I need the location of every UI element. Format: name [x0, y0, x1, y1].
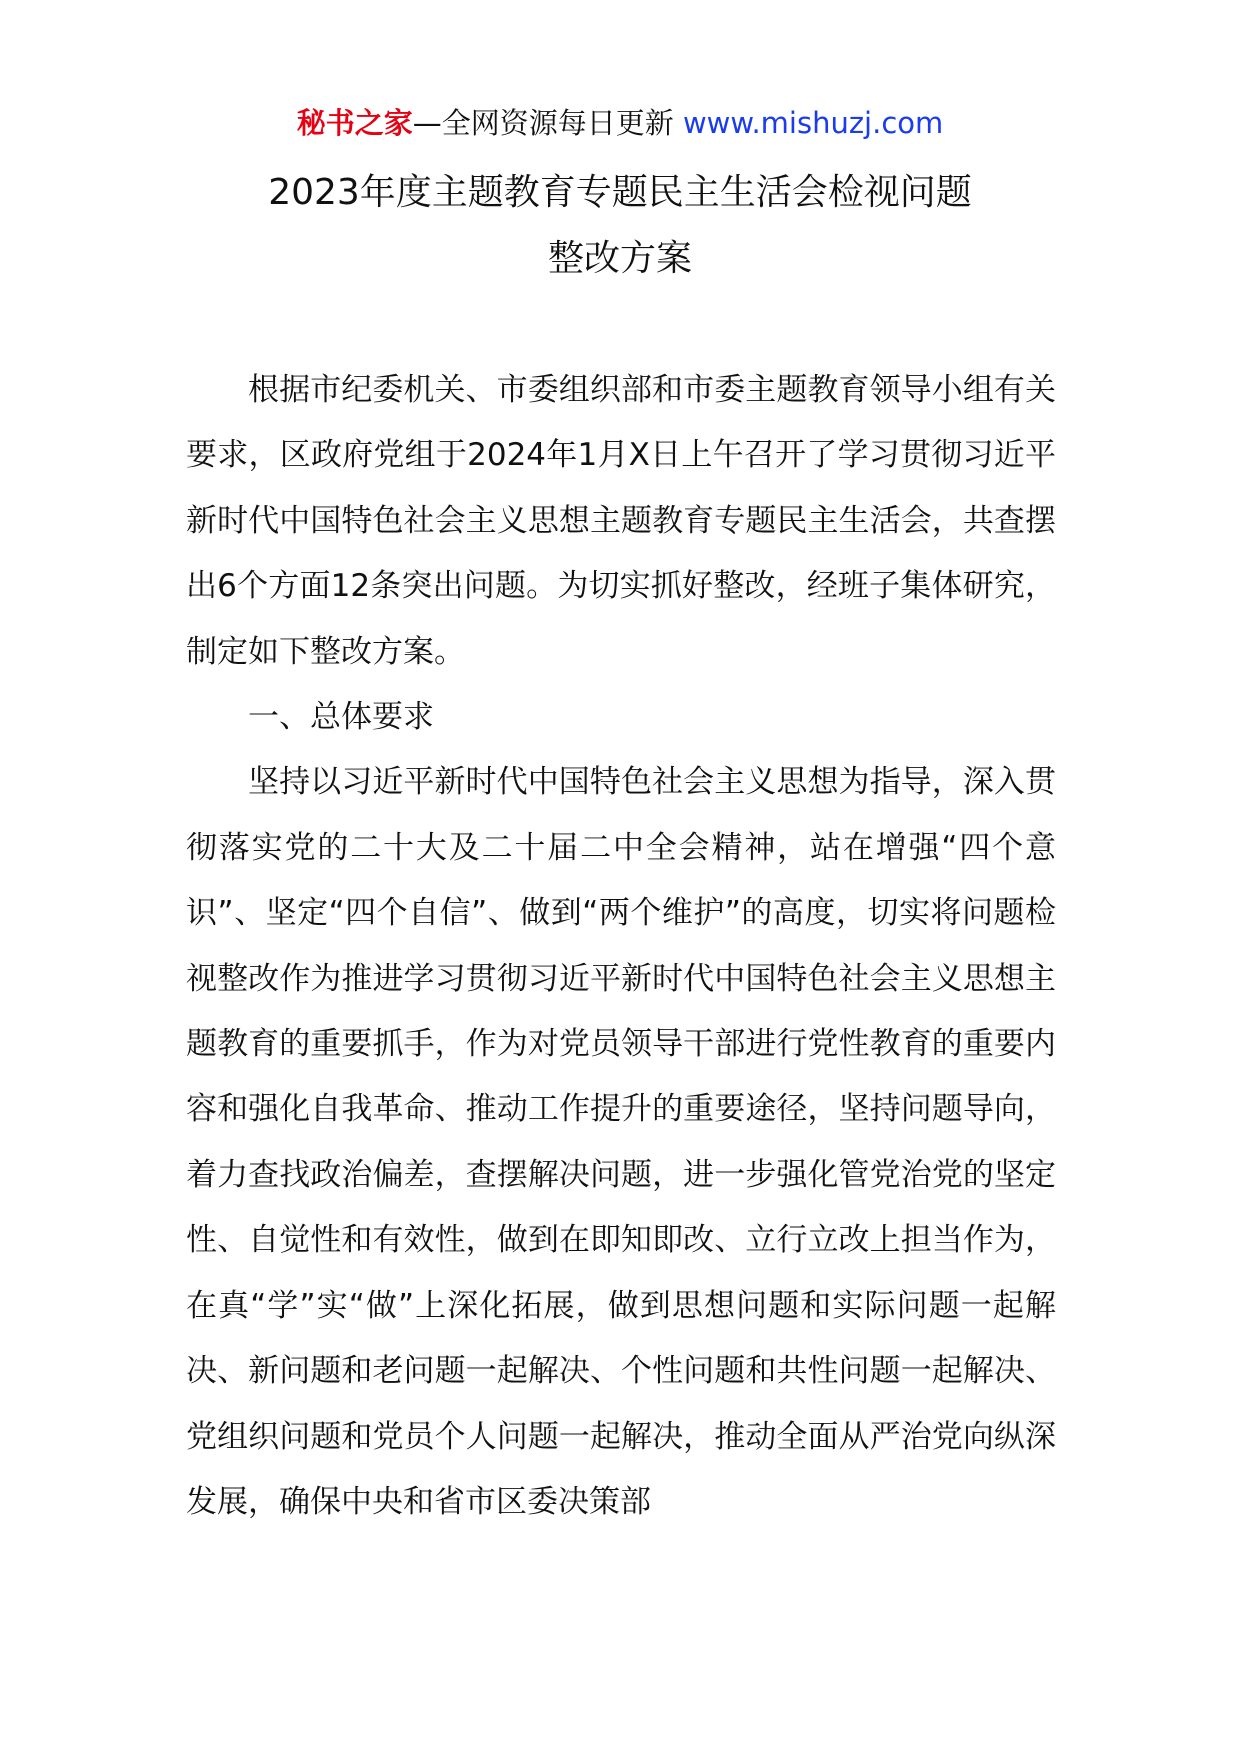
document-title	[0, 160, 1240, 292]
website-link[interactable]: www.mishuzj.com	[682, 106, 944, 140]
title-line-2: 整改方案	[547, 238, 692, 279]
header-banner	[0, 100, 1240, 146]
intro-paragraph: 根据市纪委机关、市委组织部和市委主题教育领导小组有关要求，区政府党组于2024年1月X日上午召开了学习贯彻习近平新时代中国特色社会主义思想主题教育专题民主生活会，共查摆出6个方面12条突出问题。为切实抓好整改，经班子集体研究，制定如下整改方案。	[186, 372, 1056, 670]
header-tagline: —全网资源每日更新	[412, 106, 683, 140]
section-heading: 一、总体要求	[248, 699, 434, 736]
title-line-1: 2023年度主题教育专题民主生活会检视问题	[268, 172, 972, 213]
document-body	[186, 358, 1056, 1535]
brand-name: 秘书之家	[296, 106, 413, 140]
body-paragraph: 坚持以习近平新时代中国特色社会主义思想为指导，深入贯彻落实党的二十大及二十届二中全会精神，站在增强“四个意识”、坚定“四个自信”、做到“两个维护”的高度，切实将问题检视整改作为推进学习贯彻习近平新时代中国特色社会主义思想主题教育的重要抓手，作为对党员领导干部进行党性教育的重要内容和强化自我革命、推动工作提升的重要途径，坚持问题导向，着力查找政治偏差，查摆解决问题，进一步强化管党治党的坚定性、自觉性和有效性，做到在即知即改、立行立改上担当作为，在真“学”实“做”上深化拓展，做到思想问题和实际问题一起解决、新问题和老问题一起解决、个性问题和共性问题一起解决、党组织问题和党员个人问题一起解决，推动全面从严治党向纵深发展，确保中央和省市区委决策部	[186, 764, 1056, 1520]
